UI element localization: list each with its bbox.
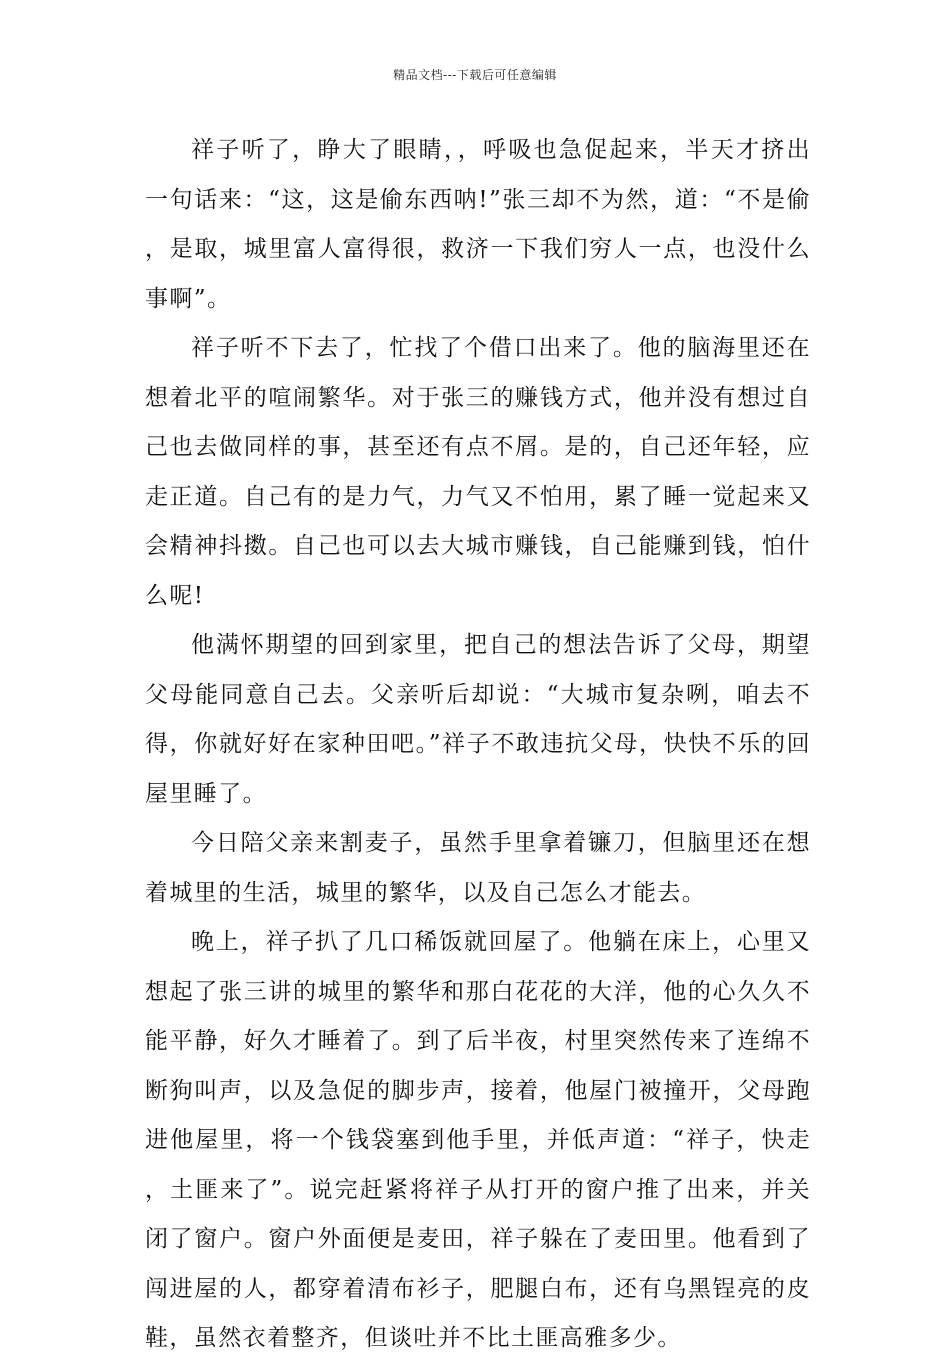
paragraph-5: 晚上，祥子扒了几口稀饭就回屋了。他躺在床上，心里又想起了张三讲的城里的繁华和那白花花的大洋，他的心久久不能平静，好久才睡着了。到了后半夜，村里突然传来了连绵不断狗叫声，以及急促的脚步声，接着，他屋门被撞开，父母跑进他屋里，将一个钱袋塞到他手里，并低声道：“祥子，快走，土匪来了”。说完赶紧将祥子从打开的窗户推了出来，并关闭了窗户。窗户外面便是麦田，祥子躲在了麦田里。他看到了闯进屋的人，都穿着清布衫子，肥腿白布，还有乌黑锃亮的皮鞋，虽然衣着整齐，但谈吐并不比土匪高雅多少。 <box>145 929 811 1351</box>
paragraph-1: 祥子听了，睁大了眼睛，，呼吸也急促起来，半天才挤出一句话来：“这，这是偷东西呐!”张三却不为然，道：“不是偷，是取，城里富人富得很，救济一下我们穷人一点，也没什么事啊”。 <box>145 137 811 312</box>
page-header: 精品文档---下载后可任意编辑 <box>393 68 557 82</box>
paragraph-3: 他满怀期望的回到家里，把自己的想法告诉了父母，期望父母能同意自己去。父亲听后却说：“大城市复杂咧，咱去不得，你就好好在家种田吧。”祥子不敢违抗父母，快快不乐的回屋里睡了。 <box>145 632 811 807</box>
paragraph-4: 今日陪父亲来割麦子，虽然手里拿着镰刀，但脑里还在想着城里的生活，城里的繁华，以及自己怎么才能去。 <box>145 830 811 906</box>
document-body <box>145 126 811 1364</box>
paragraph-2: 祥子听不下去了，忙找了个借口出来了。他的脑海里还在想着北平的喧闹繁华。对于张三的赚钱方式，他并没有想过自己也去做同样的事，甚至还有点不屑。是的，自己还年轻，应走正道。自己有的是力气，力气又不怕用，累了睡一觉起来又会精神抖擞。自己也可以去大城市赚钱，自己能赚到钱，怕什么呢! <box>145 335 811 609</box>
